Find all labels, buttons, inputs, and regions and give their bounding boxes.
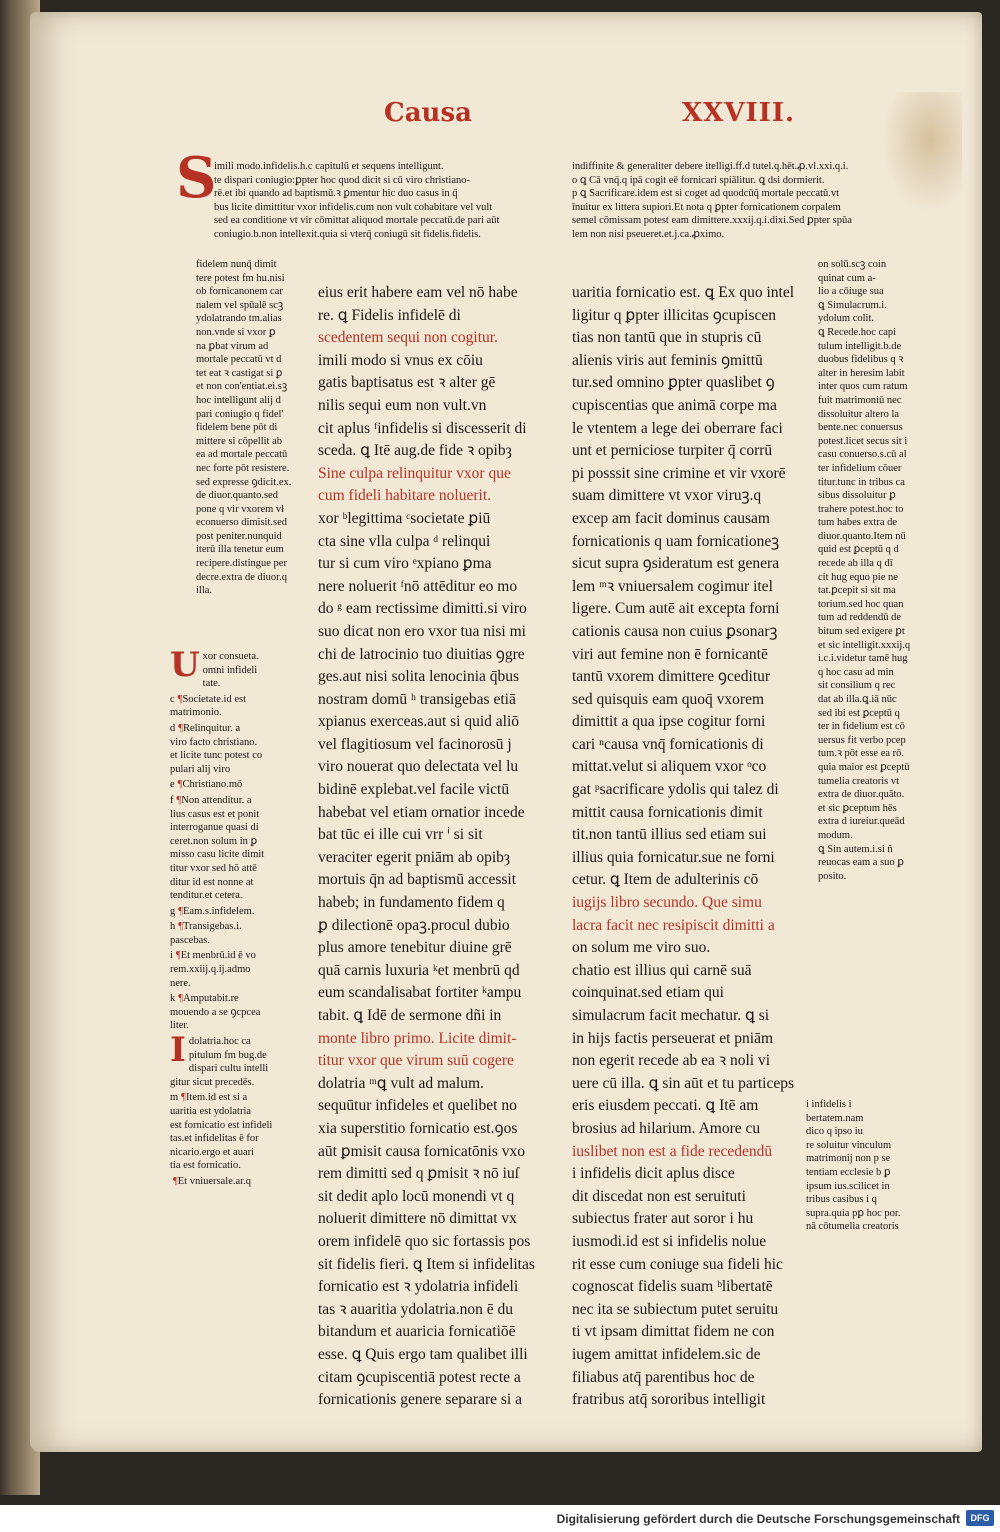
text-line: o ꝗ Cā vnq̄.q ipā cogit eē fornicari spiālitur. ꝗ dsi dormierit. — [572, 174, 825, 186]
text-line: viri aut femine non ē fornicantē — [572, 645, 768, 663]
text-line: casu conuerso.s.cū al — [818, 449, 907, 461]
left-gloss-column — [196, 258, 306, 598]
text-line: plus amore tenebitur diuine grē — [318, 939, 512, 957]
text-line: veraciter egerit pniām ab opibȝ — [318, 848, 511, 866]
gloss-marker: e — [170, 779, 175, 791]
paragraph-mark-icon: ¶ — [175, 950, 181, 962]
text-line: tia est fornicatio. — [170, 1160, 241, 1172]
text-line: pulari alij viro — [170, 763, 231, 775]
gloss-section — [170, 1030, 306, 1089]
text-line: p ꝗ Sacrificare.idem est si coget ad quodcūq̄ mortale peccatū.vt — [572, 188, 840, 200]
text-line: xor consueta. — [202, 651, 259, 662]
text-line: decre.extra de diuor.q — [196, 571, 287, 583]
text-line: gat ᵖsacrificare ydolis qui talez di — [572, 781, 779, 799]
text-line: tur.sed omnino ꝑpter quaslibet ꝯ — [572, 374, 775, 392]
text-line: pitulum fm bug.de — [188, 1049, 267, 1061]
gloss-term: Societate — [182, 693, 221, 705]
text-line: do ᵍ eam rectissime dimitti.si viro — [318, 600, 527, 618]
gloss-term: Amputabit — [183, 993, 228, 1005]
text-line: tantū vxorem dimittere ꝯceditur — [572, 668, 771, 686]
text-line: tentiam ecclesie b ꝑ — [806, 1166, 891, 1178]
text-line: uere cū illa. ꝗ sin aūt et tu particeps — [572, 1074, 795, 1092]
text-line: iuslibet non est a fide recedendū — [572, 1142, 773, 1160]
gloss-section — [170, 992, 306, 1033]
text-line: tit.non tantū illius sed etiam sui — [572, 826, 767, 844]
text-line: tum.ꝛ pōt esse ea rō. — [818, 748, 905, 760]
text-line: dico q ipso iu — [806, 1126, 863, 1138]
text-line: mittere si cōpellit ab — [196, 435, 283, 447]
text-line: titur vxor sed hō attē — [170, 862, 257, 874]
gloss-term: Christiano — [182, 779, 227, 791]
text-line: sit dedit aplo locū monendi vt q — [318, 1187, 515, 1205]
text-line: bidinē explebat.vel facile victū — [318, 781, 510, 799]
text-line: xpianus exerceas.aut si quid aliō — [318, 713, 520, 731]
text-line: duobus fidelibus q ꝛ — [818, 354, 904, 366]
text-line: in hijs factis perseuerat et pniām — [572, 1029, 774, 1047]
text-line: xor ᵇlegittima ᶜsocietate ꝑiū — [318, 509, 491, 527]
text-line: econuerso dimisit.sed — [196, 517, 287, 529]
text-line: mortuis q̄n ad baptismū accessit — [318, 871, 517, 889]
gloss-section — [170, 920, 306, 947]
text-line: fornicationis genere separare si a — [318, 1391, 522, 1409]
text-line: scedentem sequi non cogitur. — [318, 329, 498, 347]
text-line: uaritia fornicatio est. ꝗ Ex quo intel — [572, 284, 795, 301]
gloss-text: .id est si a — [205, 1092, 248, 1104]
text-line: lius casus est et ponit — [170, 808, 260, 820]
gloss-term: Et menbrū — [180, 950, 225, 962]
text-line: quid est ꝑceptū q d — [818, 544, 899, 556]
text-line: viro nouerat quo delectata vel lu — [318, 758, 519, 776]
text-line: cetur. ꝗ Item de adulterinis cō — [572, 871, 759, 889]
text-line: ter in fidelium est cō — [818, 721, 905, 733]
text-line: vel flagitiosum vel facinorosū j — [318, 735, 512, 753]
text-line — [170, 693, 306, 707]
text-line: tate. — [202, 678, 221, 690]
paragraph-mark-icon: ¶ — [178, 905, 184, 917]
text-line: simulacrum facit mechatur. ꝗ si — [572, 1007, 770, 1024]
text-line: coniugio.b.non intellexit.quia si vterq̄ coniugū sit fidelis.fidelis. — [214, 228, 481, 240]
text-line: interroganue quasi di — [170, 822, 259, 834]
text-line: tum habes extra de — [818, 517, 898, 529]
gloss-marker: h — [170, 921, 176, 933]
text-line: imili modo.infidelis.h.c capitulū et sequens intelligunt. — [214, 161, 444, 172]
text-line: quinat cum a- — [818, 272, 876, 284]
gloss-term: Eam — [183, 905, 203, 917]
text-line: omni infideli — [202, 664, 258, 676]
gloss-text: .mō — [226, 779, 243, 791]
text-line: indiffinite & generaliter debere itelligi.ff.d tutel.q.hēt.ꝓ.vl.xxi.q.i. — [572, 161, 849, 172]
text-line: et sic intelligit.xxxij.q — [818, 639, 911, 651]
text-line: filiabus atq̄ parentibus hoc de — [572, 1368, 755, 1386]
text-line: pi posssit sine crimine et vir vxorē — [572, 464, 786, 482]
paragraph-mark-icon: ¶ — [176, 794, 182, 806]
paragraph-mark-icon: ¶ — [178, 921, 184, 933]
text-line: eius erit habere eam vel nō habe — [318, 284, 518, 301]
gloss-section — [170, 778, 306, 792]
text-line: ditur id est nonne at — [170, 876, 254, 888]
text-line: fornicationis q uam fornicationeꝫ — [572, 532, 780, 550]
gloss-initial-s: S — [176, 145, 217, 211]
text-line: cit aplus ᶠinfidelis si discesserit di — [318, 419, 527, 437]
text-line: excep am facit dominus causam — [572, 509, 770, 527]
text-line: ydolatrando tm.alias — [196, 313, 282, 325]
text-line: te dispari coniugio:ꝑpter hoc quod dicit si cū viro christiano- — [214, 174, 470, 186]
text-line: sit fidelis fieri. ꝗ Item si infidelitas — [318, 1255, 535, 1273]
text-line: i infidelis i — [806, 1099, 852, 1110]
text-line: brosius ad hilarium. Amore cu — [572, 1119, 761, 1137]
gloss-text: .id ē vo — [224, 950, 256, 962]
text-line: on solum me viro suo. — [572, 939, 711, 957]
text-line: ꝗ Recede.hoc capi — [818, 326, 897, 338]
text-line: mortale peccatū vt d — [196, 354, 282, 366]
text-line: īnuitur ex littera supiori.Et nota q ꝑpter fornicationem corpalem — [572, 201, 841, 213]
text-line: iugem amittat infidelem.sic de — [572, 1345, 761, 1363]
text-line — [170, 1091, 306, 1105]
text-line: sit consilium q rec — [818, 680, 896, 692]
text-line: nere noluerit ᶠnō attēditur eo mo — [318, 577, 518, 595]
gloss-term: Non attenditur — [181, 794, 242, 806]
text-line: le vtentem a lege dei oberrare faci — [572, 419, 783, 437]
text-line: Sine culpa relinquitur vxor que — [318, 464, 511, 482]
text-line: chi de latrocinio tuo diuitias ꝯgre — [318, 645, 525, 663]
text-line: re. ꝗ Fidelis infidelē di — [318, 306, 461, 324]
text-line: citam ꝯcupiscentiā potest recte a — [318, 1368, 521, 1386]
text-line: orem infidelē quo sic fortassis pos — [318, 1232, 531, 1250]
gloss-marker: m — [170, 1092, 179, 1104]
text-line — [170, 794, 306, 808]
text-line: reuocas eam a suo ꝑ — [818, 857, 904, 869]
text-line: dispari cultu intelli — [188, 1063, 269, 1075]
text-line: extra d iureiur.queād — [818, 816, 905, 828]
text-line: ꝗ Sin autem.i.si ñ — [818, 843, 893, 855]
main-text-column-1 — [318, 282, 553, 1412]
text-line: suam dimittere vt vxor viruꝫ.q — [572, 487, 762, 505]
text-line: titur vxor que virum suū cogere — [318, 1052, 514, 1070]
text-line: chatio est illius qui carnē suā — [572, 961, 752, 979]
text-line: tribus casibus i q — [806, 1194, 877, 1206]
text-line: sed quisquis eam quoq̄ vxorem — [572, 690, 765, 708]
text-line: iusmodi.id est si infidelis nolue — [572, 1232, 767, 1250]
text-line: dat ab illa.ꝗ.iā nūc — [818, 694, 897, 705]
right-gloss-bottom — [806, 1098, 946, 1234]
text-line — [170, 778, 306, 792]
text-line: quia maior est ꝑceptū — [818, 761, 910, 773]
paragraph-mark-icon: ¶ — [178, 722, 184, 734]
text-line: ligitur q ꝑpter illicitas ꝯcupiscen — [572, 306, 777, 324]
text-line: i.c.i.videtur tamē hug — [818, 653, 908, 665]
gloss-section — [170, 949, 306, 990]
text-line: alienis viris aut feminis ꝯmittū — [572, 351, 763, 369]
paragraph-mark-icon: ¶ — [177, 779, 183, 791]
text-line: ipsum ius.scilicet in — [806, 1180, 890, 1192]
text-line: et non con'entiat.ei.sꝫ — [196, 381, 288, 393]
text-line: tias non tantū que in stupris cū — [572, 329, 762, 347]
gloss-marker: f — [170, 794, 174, 806]
text-line: semel cōmissam potest eam dimittere.xxxij.q.i.dixi.Sed ꝑpter spūa — [572, 215, 852, 227]
text-line: unt et perniciose turpiter q̄ corrū — [572, 442, 773, 460]
text-line: uersus fit verbo pcep — [818, 734, 906, 746]
gloss-text: . a — [230, 722, 241, 734]
text-line: dit discedat non est seruituti — [572, 1187, 746, 1205]
text-line: sceda. ꝗ Itē aug.de fide ꝛ opibȝ — [318, 442, 512, 460]
text-line: bertatem.nam — [806, 1112, 864, 1124]
gloss-section — [170, 794, 306, 903]
text-line: illius quia fornicatur.sue ne forni — [572, 848, 775, 866]
text-line: gitur sicut precedēs. — [170, 1076, 255, 1088]
text-line: dimittit a qua ipse cogitur forni — [572, 713, 766, 731]
text-line: q hoc casu ad min — [818, 666, 894, 678]
text-line: post peniter.nunquid — [196, 530, 282, 542]
text-line: modum. — [818, 829, 853, 841]
text-line: ti vt ipsam dimittat fidem ne con — [572, 1323, 775, 1341]
text-line: nicario.ergo et auari — [170, 1146, 255, 1158]
gloss-marker: i — [170, 950, 173, 962]
text-line: pari coniugio q fidel' — [196, 408, 284, 420]
gloss-term: Et vniuersale — [177, 1175, 233, 1187]
text-line: ter infidelium cōuer — [818, 462, 902, 474]
text-line: tas ꝛ auaritia ydolatria.non ē du — [318, 1300, 514, 1318]
text-line: fidelem nunq̄ dimit — [196, 259, 277, 270]
text-line: fuit matrimoniū nec — [818, 394, 902, 406]
text-line: aūt ꝑmisit causa fornicatōnis vxo — [318, 1142, 525, 1160]
running-header-left: Causa — [384, 98, 472, 128]
text-line: misso casu licite dimit — [170, 849, 265, 861]
text-line: titur.tunc in tribus ca — [818, 476, 905, 488]
text-line: ges.aut nisi solita lenocinia q̄bus — [318, 668, 520, 686]
text-line: habeb; in fundamento fidem q — [318, 894, 505, 912]
text-line: iugijs libro secundo. Que simu — [572, 894, 762, 912]
text-line: tumelia creatoris vt — [818, 775, 900, 787]
text-line: na ꝑbat virum ad — [196, 340, 269, 352]
text-line: eum scandalisabat fortiter ᵏampu — [318, 984, 522, 1002]
gloss-section — [170, 1175, 306, 1189]
text-line: nec forte pōt resistere. — [196, 462, 290, 474]
right-gloss-column — [818, 258, 948, 883]
text-line: subiectus frater aut soror i hu — [572, 1210, 754, 1228]
text-line: sicut supra ꝯsideratum est genera — [572, 555, 780, 573]
gloss-text: . a — [241, 794, 252, 806]
text-line: illa. — [196, 585, 213, 597]
text-line: rē.et ibi quando ad baptismū.ꝛ ꝑmentur hic duo casus in q̄ — [214, 188, 458, 200]
text-line: et licite tunc potest co — [170, 750, 263, 762]
text-line: nec ita se subiectum putet seruitu — [572, 1300, 779, 1318]
gloss-section — [170, 645, 306, 691]
text-line: ob fornicanonem car — [196, 286, 283, 298]
text-line: sed ea conditione vt vir cōmittat aliquod mortale peccatū.de pari aūt — [214, 215, 500, 227]
text-line — [170, 992, 306, 1006]
text-line: bitandum et auaricia fornicatiōē — [318, 1323, 516, 1341]
text-line: de diuor.quanto.sed — [196, 490, 278, 502]
text-line: inter quos cum ratum — [818, 381, 908, 393]
text-line: nostram domū ʰ transigebas etiā — [318, 690, 516, 708]
left-gloss-sections — [170, 645, 306, 1191]
funding-notice: Digitalisierung gefördert durch die Deutsche Forschungsgemeinschaft — [556, 1512, 960, 1526]
text-line: cum fideli habitare noluerit. — [318, 487, 492, 505]
text-line: sed ibi est ꝑceptū q — [818, 707, 900, 719]
gloss-marker: g — [170, 905, 176, 917]
gloss-section — [170, 1091, 306, 1173]
gloss-marker: k — [170, 993, 176, 1005]
text-line: sequūtur infideles et quelibet no — [318, 1097, 517, 1115]
gloss-text: .id est — [220, 693, 247, 705]
text-line: rem.xxiij.q.ij.admo — [170, 964, 251, 976]
text-line: fidelem bene pōt di — [196, 422, 278, 434]
text-line: ligere. Cum autē ait excepta forni — [572, 600, 780, 618]
text-line: imili modo si vnus ex cōiu — [318, 351, 483, 369]
text-line: i infidelis dicit aplus disce — [572, 1165, 735, 1183]
text-line: tet eat ꝛ castigat si ꝑ — [196, 367, 283, 379]
text-line: dissoluitur altero la — [818, 408, 900, 420]
gloss-section — [170, 693, 306, 720]
text-line: lem non nisi pseueret.et.j.ca.ꝓximo. — [572, 228, 725, 240]
top-gloss-right — [572, 160, 957, 242]
text-line: uaritia est ydolatria — [170, 1106, 252, 1117]
text-line: cit hug equo pie ne — [818, 571, 898, 583]
gloss-marker: d — [170, 722, 176, 734]
gloss-initial: I — [170, 1030, 186, 1071]
text-line: non.vnde si vxor ꝑ — [196, 326, 276, 338]
text-line: ꝗ Simulacrum.i. — [818, 299, 887, 311]
text-line: tulum intelligit.b.de — [818, 340, 902, 352]
text-line: on solū.scꝫ coin — [818, 259, 887, 270]
text-line: ea ad mortale peccatū — [196, 449, 288, 461]
top-gloss-left — [214, 160, 564, 242]
text-line: lio a cōiuge sua — [818, 286, 884, 298]
running-header-right: XXVIII. — [682, 98, 796, 128]
text-line: coinquinat.sed etiam qui — [572, 984, 724, 1002]
text-line: fornicatio est ꝛ ydolatria infideli — [318, 1278, 519, 1296]
text-line: est fornicatio est infideli — [170, 1119, 273, 1131]
text-line: pascebas. — [170, 934, 210, 946]
text-line: habebat vel etiam ornatior incede — [318, 803, 525, 821]
gloss-term: Item — [185, 1092, 206, 1104]
text-line: torium.sed hoc quan — [818, 598, 904, 610]
text-line: trahere potest.hoc to — [818, 503, 904, 515]
text-line: dolatria.hoc ca — [188, 1036, 251, 1048]
text-line: potest.licet secus sit i — [818, 435, 908, 447]
text-line: nalem vel spūalē scꝫ — [196, 299, 284, 311]
text-line: alter in heresim labit — [818, 367, 905, 379]
text-line: fratribus atq̄ sororibus intelligit — [572, 1391, 766, 1409]
text-line: noluerit dimittere nō dimittat vx — [318, 1210, 517, 1228]
text-line: eris eiusdem peccati. ꝗ Itē am — [572, 1097, 759, 1115]
text-line: posito. — [818, 870, 847, 882]
paragraph-mark-icon: ¶ — [181, 1092, 186, 1104]
text-line: sibus dissoluitur ꝑ — [818, 490, 896, 502]
gloss-section — [170, 905, 306, 919]
text-line: nere. — [170, 977, 191, 989]
text-line — [170, 905, 306, 919]
dfg-logo-icon: DFG — [966, 1510, 994, 1526]
text-line: recipere.distingue per — [196, 558, 287, 570]
text-line: cta sine vlla culpa ᵈ relinqui — [318, 532, 491, 550]
text-line: quā carnis luxuria ᵏet menbrū qd — [318, 961, 520, 979]
text-line: gatis baptisatus est ꝛ alter gē — [318, 374, 496, 392]
text-line: tat.ꝑcepit si sit ma — [818, 585, 896, 597]
text-line: tur si cum viro ᵉxpiano ꝑma — [318, 555, 492, 573]
text-line: diuor.quanto.Item nū — [818, 530, 906, 542]
text-line: re soluitur vinculum — [806, 1139, 892, 1151]
text-line: rit esse cum coniuge sua fideli hic — [572, 1255, 783, 1273]
gloss-initial: U — [170, 645, 200, 685]
text-line: mouendo a se ꝯcpcea — [170, 1006, 261, 1018]
main-text-column-2 — [572, 282, 808, 1412]
text-line — [170, 722, 306, 736]
text-line: iterū illa tenetur eum — [196, 544, 284, 556]
text-line: cupiscentias que animā corpe ma — [572, 396, 777, 414]
paragraph-mark-icon: ¶ — [177, 693, 183, 705]
gloss-term: Relinquitur — [183, 722, 231, 734]
text-line: pone q vir vxorem vł — [196, 503, 285, 515]
text-line: ꝑ dilectionē opaꝫ.procul dubio — [318, 916, 510, 934]
text-line: rem dimitti sed q ꝑmisit ꝛ nō iuſ — [318, 1165, 520, 1183]
text-line: suo dicat non ero vxor tua nisi mi — [318, 622, 526, 640]
text-line: esse. ꝗ Quis ergo tam qualibet illi — [318, 1345, 528, 1363]
text-line — [170, 949, 306, 963]
text-line: matrimonio. — [170, 707, 222, 719]
text-line: ceret.non solum in ꝑ — [170, 835, 258, 847]
text-line: tere potest fm hu.nisi — [196, 272, 285, 284]
text-line: cognoscat fidelis suam ᵇlibertatē — [572, 1278, 773, 1296]
gloss-section — [170, 722, 306, 776]
text-line: liter. — [170, 1020, 189, 1032]
text-line: cationis causa non cuius ꝑsonarꝫ — [572, 622, 778, 640]
gloss-marker: c — [170, 693, 175, 705]
text-line: non egerit recede ab ea ꝛ noli vi — [572, 1052, 770, 1070]
gloss-text: .i. — [233, 921, 242, 933]
text-line: mittit causa fornicationis dimit — [572, 803, 763, 821]
text-line: sed expresse ꝯdicit.ex. — [196, 476, 292, 488]
gloss-term: Transigebas — [183, 921, 234, 933]
text-line: recede ab illa q dī — [818, 558, 893, 570]
text-line: hoc intelligunt alij d — [196, 394, 281, 406]
gloss-text: .ar.q — [232, 1175, 251, 1187]
text-line: cari ⁿcausa vnq̄ fornicationis di — [572, 735, 764, 753]
text-line: bitum sed exigere ꝑt — [818, 626, 905, 638]
text-line: et sic ꝑceptum hēs — [818, 802, 897, 814]
text-line: supra.quia pꝑ hoc por. — [806, 1207, 901, 1219]
text-line: tum ad reddendū de — [818, 612, 902, 624]
paragraph-mark-icon: ¶ — [178, 993, 184, 1005]
text-line — [170, 1175, 306, 1189]
text-line: extra de diuor.quāto. — [818, 789, 905, 801]
text-line: dolatria ᵐꝗ vult ad malum. — [318, 1074, 484, 1092]
text-line: xia superstitio fornicatio est.ꝯos — [318, 1119, 518, 1137]
text-line: viro facto christiano. — [170, 736, 258, 748]
text-line: bente.nec conuersus — [818, 422, 903, 434]
text-line: bus licite dimittitur vxor infidelis.cum non vult cohabitare vel vult — [214, 201, 493, 213]
text-line: matrimonij non p se — [806, 1153, 891, 1165]
text-line: tas.et infidelitas ē for — [170, 1133, 259, 1145]
text-line: lem ᵐꝛ vniuersalem cogimur itel — [572, 577, 773, 595]
text-line: nilis sequi eum non vult.vn — [318, 396, 487, 414]
text-line: tabit. ꝗ Idē de sermone dñi in — [318, 1007, 502, 1024]
text-line: bat tūc ei ille cui vrr ⁱ si sit — [318, 826, 483, 844]
paragraph-mark-icon: ¶ — [173, 1175, 178, 1187]
text-line: lacra facit nec resipiscit dimitti a — [572, 916, 775, 934]
text-line: mittat.velut si aliquem vxor ᵒco — [572, 758, 767, 776]
text-line: tenditur.et cetera. — [170, 890, 243, 902]
text-line: monte libro primo. Licite dimit- — [318, 1029, 517, 1047]
text-line: ydolum colit. — [818, 313, 874, 325]
text-line — [170, 920, 306, 934]
gloss-text: .s.infidelem. — [202, 905, 255, 917]
text-line: nā cōtumelia creatoris — [806, 1221, 899, 1233]
gloss-text: .re — [227, 993, 239, 1005]
